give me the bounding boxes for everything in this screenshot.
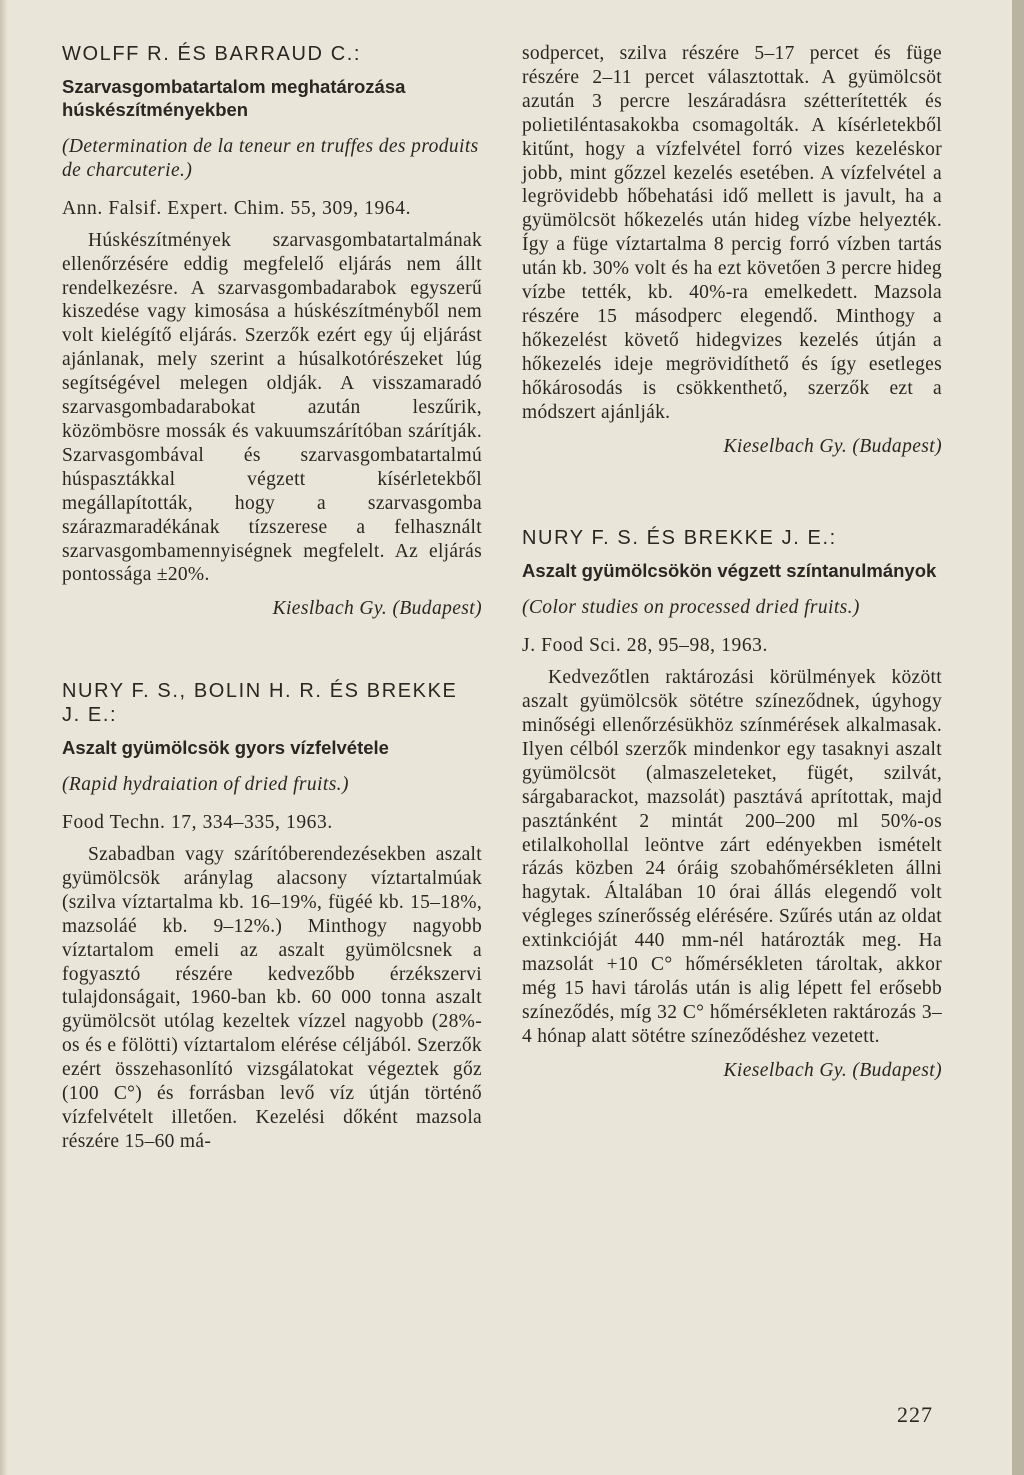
article-original-title: (Color studies on processed dried fruits.) [522, 597, 860, 619]
article-body: Szabadban vagy szárítóberendezésekben aszalt gyümölcsök aránylag alacsony víztartalmúak (szilva víztartalma kb. 16–19%, fügéé kb. 15–18%, mazsoláé kb. 9–12%.) Minthogy nagyobb víztartalom emeli az aszalt gyümölcsnek a fogyasztó részére kedvezőbb érzékszervi tulajdonságait, 1960-ban kb. 60 000 tonna aszalt gyümölcsöt utólag kezeltek vízzel nagyobb (28%-os és e fölötti) víztartalom elérése céljából. Szerzők ezért összehasonlító vizsgálatokat végeztek gőz (100 C°) és forrásban levő víz útján történő vízfelvételt illetően. Kezelési dőként mazsola részére 15–60 má- [62, 844, 482, 1152]
article-original-title: (Determination de la teneur en truffes des produits de charcuterie.) [62, 136, 479, 181]
abstract-nury-brekke [522, 526, 942, 1082]
article-title: Szarvasgombatartalom meghatározása húskészítményekben [62, 76, 406, 120]
article-title: Aszalt gyümölcsök gyors vízfelvétele [62, 737, 389, 759]
abstract-nury-bolin-brekke [62, 679, 482, 1154]
article-signature: Kieselbach Gy. (Budapest) [723, 1059, 942, 1081]
article-body: Húskészítmények szarvasgombatartalmának ellenőrzésére eddig megfelelő eljárás nem állt rendelkezésre. A szarvasgombadarabok egyszerű kiszedése vagy kimosása a húskészítményből nem volt kielégítő eljárás. Szerzők ezért egy új eljárást ajánlanak, mely szerint a húsalkotórészeket lúg segítségével melegen oldják. A visszamaradó szarvasgombadarabokat azután leszűrik, közömbösre mossák és vakuumszárítóban szárítják. Szarvasgombával és szarvasgombatartalmú húspasztákkal végzett kísérletekből megállapították, hogy a szarvasgomba szárazmaradékának tízszerese a felhasznált szarvasgombamennyiségnek megfelelt. Az eljárás pontossága ±20%. [62, 229, 482, 586]
article-signature: Kieselbach Gy. (Budapest) [723, 435, 942, 457]
page-number: 227 [897, 1402, 933, 1427]
article-authors: WOLFF R. ÉS BARRAUD C.: [62, 43, 362, 65]
article-original-title: (Rapid hydraiation of dried fruits.) [62, 774, 349, 796]
article-citation: J. Food Sci. 28, 95–98, 1963. [522, 635, 769, 657]
page-edge-shadow [0, 0, 8, 1475]
right-column [522, 42, 942, 1083]
article-signature: Kieslbach Gy. (Budapest) [272, 598, 482, 620]
article-body: Kedvezőtlen raktározási körülmények között aszalt gyümölcsök sötétre színeződnek, úgyhogy minőségi ellenőrzésükhöz színmérések alkalmasak. Ilyen célból szerzők mindenkor egy tasaknyi aszalt gyümölcsöt (almaszeleteket, fügét, szilvát, sárgabarackot, mazsolát) pasztává aprítottak, majd pasztánként 2 mintát 200–200 ml 50%-os etilalkohollal leöntve zárt edényekben ismételt rázás közben 24 óráig szobahőmérsékleten állni hagytak. Általában 10 órai állás elegendő volt végleges színerősség elérésére. Szűrés után az oldat extinkcióját 440 mm-nél határozták meg. Ha mazsolát +10 C° hőmérsékleten tároltak, akkor még 15 havi tárolás után is alig lépett fel erősebb színeződés, míg 32 C° hőmérsékleten raktározás 3–4 hónap alatt sötétre színeződéshez vezetett. [522, 667, 942, 1047]
article-authors: NURY F. S., BOLIN H. R. ÉS BREKKE J. E.: [62, 680, 458, 727]
abstract-wolff-barraud [62, 42, 482, 621]
article-title: Aszalt gyümölcsökön végzett színtanulmányok [522, 560, 937, 582]
article-body-continued: sodpercet, szilva részére 5–17 percet és füge részére 2–11 percet választottak. A gyümölcsöt azután 3 percre leszáradásra szétterítették és polietiléntasakokba csomagolták. A kísérletekből kitűnt, hogy a vízfelvétel forró vizes kezeléskor jobb, mint gőzzel kezelés esetében. A vízfelvétel a legrövidebb hőbehatási idő mellett is javult, ha a gyümölcsöt hőkezelés után hideg vízbe helyezték. Így a füge víztartalma 8 percig forró vízben tartás után kb. 30% volt és ha ezt követően 3 percre hideg vízbe tették, kb. 40%-ra emelkedett. Mazsola részére 15 másodperc elegendő. Minthogy a hőkezelést követő hidegvizes kezelés útján a hőkezelés ideje megrövidíthető és így esetleges hőkárosodás is csökkenthető, szerzők ezt a módszert ajánlják. [522, 43, 942, 423]
article-authors: NURY F. S. ÉS BREKKE J. E.: [522, 527, 837, 550]
article-citation: Ann. Falsif. Expert. Chim. 55, 309, 1964. [62, 197, 412, 219]
left-column [62, 42, 482, 1154]
abstract-continuation [522, 42, 942, 458]
article-citation: Food Techn. 17, 334–335, 1963. [62, 812, 333, 834]
